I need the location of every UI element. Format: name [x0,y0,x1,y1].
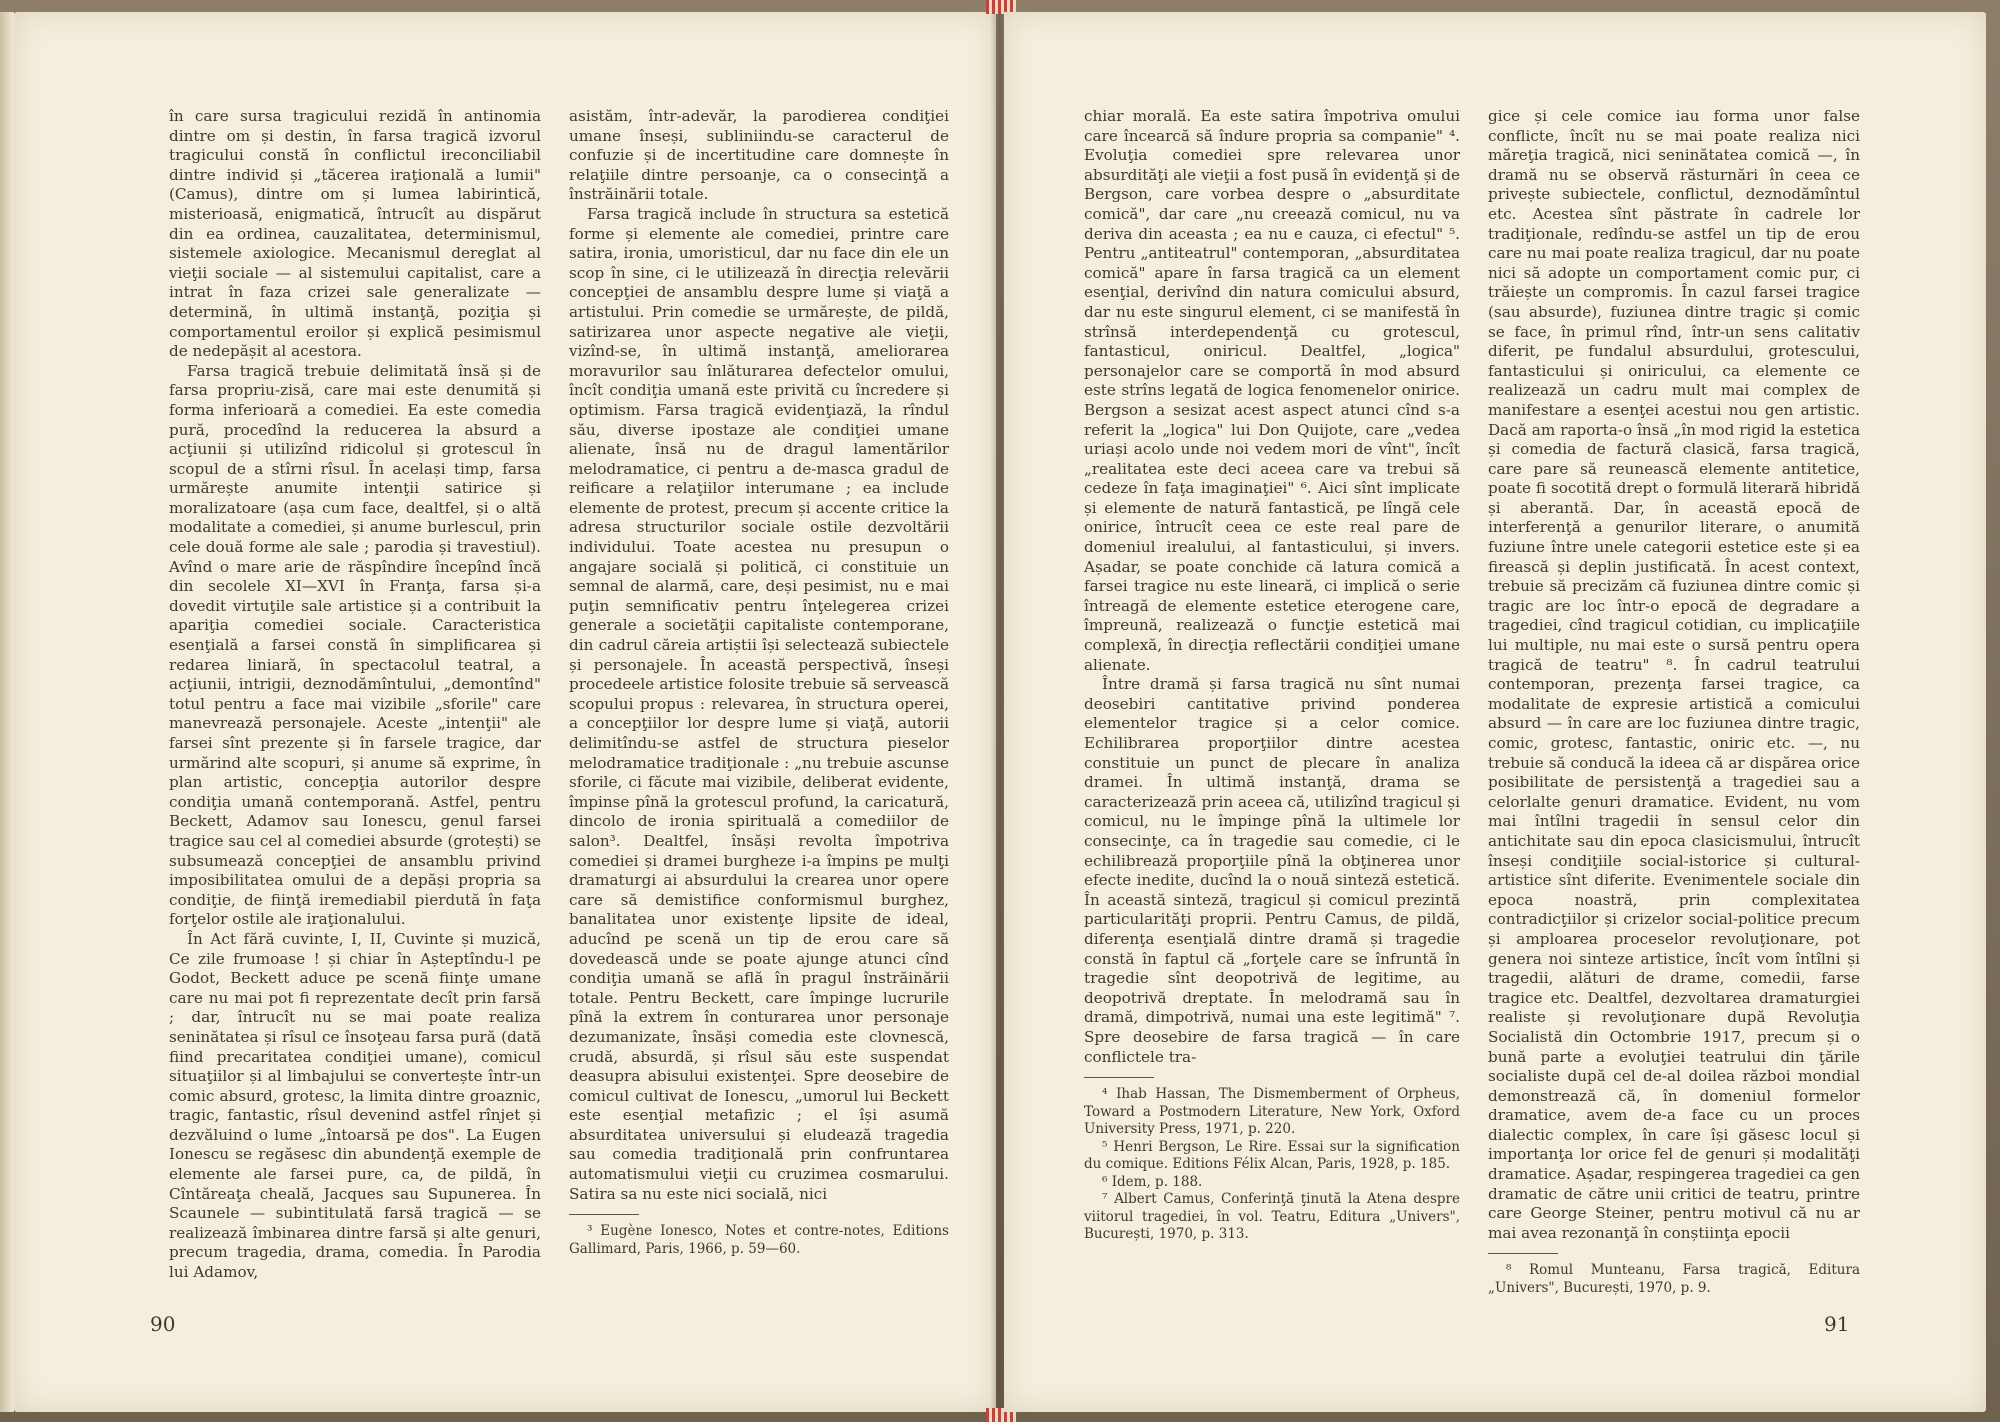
footnote: ⁴ Ihab Hassan, The Dismemberment of Orpheus, Toward a Postmodern Literature, New York, Oxford University Press, 1971, p. 220. [1084,1086,1460,1138]
left-page-column-1 [169,107,541,1283]
paragraph: Farsa tragică include în structura sa estetică forme și elemente ale comediei, printre care satira, ironia, umoristicul, dar nu face din ele un scop în sine, ci le utilizează în direcţia relevării concepţiei de ansamblu despre lume și viaţă a artistului. Prin comedie se urmărește, de pildă, satirizarea unor aspecte negative ale vieţii, vizînd-se, în ultimă instanţă, ameliorarea moravurilor sau înlăturarea defectelor omului, încît condiţia umană este privită cu încredere și optimism. Farsa tragică evidenţiază, la rîndul său, diverse ipostaze ale condiţiei umane alienate, însă nu de dragul lamentărilor melodramatice, ci pentru a de-masca gradul de reificare a relaţiilor interumane ; ea include elemente de protest, precum și accente critice la adresa structurilor sociale ostile dezvoltării individului. Toate acestea nu presupun o angajare socială și politică, ci constituie un semnal de alarmă, care, deși pesimist, nu e mai puţin semnificativ pentru înţelegerea crizei generale a societăţii capitaliste contemporane, din cadrul căreia artiștii își selectează subiectele și personajele. În această perspectivă, înseși procedeele artistice folosite trebuie să servească scopului propus : relevarea, în structura operei, a concepţiilor lor despre lume și viaţă, autorii delimitîndu-se astfel de structura pieselor melodramatice tradiţionale : „nu trebuie ascunse sforile, ci făcute mai vizibile, deliberat evidente, împinse pînă la grotescul profund, la caricatură, dincolo de ironia spirituală a comediilor de salon³. Dealtfel, însăși revolta împotriva comediei și dramei burgheze i-a împins pe mulţi dramaturgi ai absurdului la crearea unor opere care să demistifice conformismul burghez, banalitatea unor existenţe lipsite de ideal, aducînd pe scenă un tip de erou care să dovedească unde se poate ajunge atunci cînd condiţia umană se află în pragul înstrăinării totale. Pentru Beckett, care împinge lucrurile pînă la extrem în conturarea unor personaje dezumanizate, însăși comedia este clovnescă, crudă, absurdă, și rîsul său este suspendat deasupra abisului existenţei. Spre deosebire de comicul cultivat de Ionescu, „umorul lui Beckett este esenţial metafizic ; el își asumă absurditatea universului și eludează tragedia sau comedia tradiţională prin confruntarea automatismului vieţii cu cruzimea cosmarului. Satira sa nu este nici socială, nici [569,204,949,1203]
footnote-divider [569,1214,639,1215]
footnote: ⁸ Romul Munteanu, Farsa tragică, Editura „Univers", București, 1970, p. 9. [1488,1262,1860,1296]
paragraph: asistăm, într-adevăr, la parodierea condiţiei umane înseși, subliniindu-se caracterul de confuzie și de incertitudine care domnește în relaţiile dintre persoanje, ca o consecinţă a înstrăinării totale. [569,107,949,204]
left-page [14,12,996,1412]
footnote-divider [1084,1077,1154,1078]
paragraph: În Act fără cuvinte, I, II, Cuvinte și muzică, Ce zile frumoase ! și chiar în Așteptîndu-l pe Godot, Beckett aduce pe scenă fiinţe umane care nu mai pot fi reprezentate decît prin farsă ; dar, întrucît nu se mai poate realiza seninătatea și rîsul ce însoţeau farsa pură (dată fiind precaritatea condiţiei umane), comicul situaţiilor și al limbajului se convertește într-un comic absurd, grotesc, la limita dintre groaznic, tragic, fantastic, rîsul devenind astfel rînjet și dezvăluind o lume „întoarsă pe dos". La Eugen Ionescu se regăsesc din abundenţă exemple de elemente ale farsei pure, ca, de pildă, în Cîntăreaţa cheală, Jacques sau Supunerea. În Scaunele — subintitulată farsă tragică — se realizează îmbinarea dintre farsă și alte genuri, precum tragedia, drama, comedia. În Parodia lui Adamov, [169,929,541,1282]
footnote-divider [1488,1253,1558,1254]
left-page-column-2 [569,107,949,1258]
paragraph: Farsa tragică trebuie delimitată însă și de farsa propriu-zisă, care mai este denumită și forma inferioară a comediei. Ea este comedia pură, procedînd la reducerea la absurd a acţiunii și utilizînd ridicolul și grotescul în scopul de a stîrni rîsul. În același timp, farsa urmărește anumite intenţii satirice și moralizatoare (așa cum face, dealtfel, și o altă modalitate a comediei, și anume burlescul, prin cele două forme ale sale ; parodia și travestiul). Avînd o mare arie de răspîndire începînd încă din secolele XI—XVI în Franţa, farsa și-a dovedit virtuţile sale artistice și a contribuit la apariţia comediei sociale. Caracteristica esenţială a farsei constă în simplificarea și redarea liniară, în spectacolul teatral, a acţiunii, intrigii, deznodămîntului, „demontînd" totul pentru a face mai vizibile „sforile" care manevrează personajele. Aceste „intenţii" ale farsei sînt prezente și în farsele tragice, dar urmărind alte scopuri, și anume să exprime, în plan artistic, concepţia autorilor despre condiţia umană contemporană. Astfel, pentru Beckett, Adamov sau Ionescu, genul farsei tragice sau cel al comediei absurde (grotești) se subsumează concepţiei de ansamblu privind imposibilitatea omului de a depăși propria sa condiţie, de fiinţă iremediabil pierdută în faţa forţelor ostile ale iraţionalului. [169,361,541,929]
right-page-column-2 [1488,107,1860,1297]
footnote: ⁶ Idem, p. 188. [1102,1173,1203,1190]
paragraph: chiar morală. Ea este satira împotriva omului care încearcă să îndure propria sa companie" ⁴. Evoluţia comediei spre relevarea unor absurdităţi ale vieţii a fost pusă în evidenţă și de Bergson, care vorbea despre o „absurditate comică", dar care „nu creează comicul, nu va deriva din aceasta ; ea nu e cauza, ci efectul" ⁵. Pentru „antiteatrul" contemporan, „absurditatea comică" apare în farsa tragică ca un element esenţial, derivînd din natura comicului absurd, dar nu este singurul element, ci se manifestă în strînsă interdependenţă cu grotescul, fantasticul, oniricul. Dealtfel, „logica" personajelor care se comportă în mod absurd este strîns legată de logica fenomenelor onirice. Bergson a sesizat acest aspect atunci cînd s-a referit la „logica" lui Don Quijote, care „vedea uriași acolo unde noi vedem mori de vînt", încît „realitatea este deci aceea care va trebui să cedeze în faţa imaginaţiei" ⁶. Aici sînt implicate și elemente de natură fantastică, pe lîngă cele onirice, întrucît ceea ce este real pare de domeniul irealului, al fantasticului, și invers. Așadar, se poate conchide că latura comică a farsei tragice nu este lineară, ci implică o serie întreagă de elemente estetice eterogene care, împreună, realizează o funcţie estetică mai complexă, în direcţia reflectării condiţiei umane alienate. [1084,107,1460,674]
page-edge [0,12,14,1412]
right-page [1004,12,1986,1412]
paragraph: în care sursa tragicului rezidă în antinomia dintre om și destin, în farsa tragică izvorul tragicului constă în conflictul ireconciliabil dintre individ și „tăcerea iraţională a lumii" (Camus), dintre om și lumea labirintică, misterioasă, enigmatică, întrucît au dispărut din ea ordinea, cauzalitatea, determinismul, sistemele axiologice. Mecanismul dereglat al vieţii sociale — al sistemului capitalist, care a intrat în faza crizei sale generalizate — determină, în ultimă instanţă, poziţia și comportamentul eroilor și explică pesimismul de nedepășit al acestora. [169,107,541,361]
paragraph: Între dramă și farsa tragică nu sînt numai deosebiri cantitative privind ponderea elementelor tragice și a celor comice. Echilibrarea proporţiilor dintre acestea constituie un punct de plecare în analiza dramei. În ultimă instanţă, drama se caracterizează prin aceea că, utilizînd tragicul și comicul, nu le împinge pînă la ultimele lor consecinţe, ca în tragedie sau comedie, ci le echilibrează proporţiile pînă la obţinerea unor efecte inedite, ducînd la o nouă sinteză estetică. În această sinteză, tragicul și comicul prezintă particularităţi proprii. Pentru Camus, de pildă, diferenţa esenţială dintre dramă și tragedie constă în faptul că „forţele care se înfruntă în tragedie sînt deopotrivă de legitime, au deopotrivă dreptate. În melodramă sau în dramă, dimpotrivă, numai una este legitimă" ⁷. Spre deosebire de farsa tragică — în care conflictele tra- [1084,675,1460,1066]
footnote: ⁵ Henri Bergson, Le Rire. Essai sur la signification du comique. Editions Félix Alcan, Paris, 1928, p. 185. [1084,1138,1460,1173]
page-number: 90 [150,1312,176,1336]
right-page-column-1 [1084,107,1460,1244]
footnote: ³ Eugène Ionesco, Notes et contre-notes, Editions Gallimard, Paris, 1966, p. 59—60. [569,1223,949,1257]
footnote: ⁷ Albert Camus, Conferinţă ţinută la Atena despre viitorul tragediei, în vol. Teatru, Editura „Univers", București, 1970, p. 313. [1084,1191,1460,1243]
paragraph: gice și cele comice iau forma unor false conflicte, încît nu se mai poate realiza nici măreţia tragică, nici seninătatea comică —, în dramă nu se observă răsturnări în ceea ce privește subiectele, conflictul, deznodămîntul etc. Acestea sînt păstrate în cadrele lor tradiţionale, redîndu-se astfel un tip de erou care nu mai poate realiza tragicul, dar nu poate nici să adopte un comportament comic pur, ci trăiește un compromis. În cazul farsei tragice (sau absurde), fuziunea dintre tragic și comic se face, în primul rînd, într-un sens calitativ diferit, pe fundalul absurdului, grotescului, fantasticului și oniricului, ca elemente ce realizează un cadru mult mai complex de manifestare a esenţei acestui nou gen artistic. Dacă am raporta-o însă „în mod rigid la estetica și comedia de factură clasică, farsa tragică, care pare să reunească elemente antitetice, poate fi socotită drept o formulă literară hibridă și aberantă. Dar, în această epocă de interferenţă a genurilor literare, o anumită fuziune între unele categorii estetice este și ea firească și deplin justificată. În acest context, trebuie să precizăm că fuziunea dintre comic și tragic are loc într-o epocă de degradare a tragediei, cînd tragicul cotidian, cu implicaţiile lui multiple, nu mai este o sursă pentru opera tragică de teatru" ⁸. În cadrul teatrului contemporan, prezenţa farsei tragice, ca modalitate de expresie artistică a comicului absurd — în care are loc fuziunea dintre tragic, comic, grotesc, fantastic, oniric etc. —, nu trebuie să conducă la ideea că ar dispărea orice posibilitate de persistenţă a tragediei sau a celorlalte genuri dramatice. Evident, nu vom mai întîlni tragedii în sensul celor din antichitate sau din epoca clasicismului, întrucît înseși condiţiile social-istorice și cultural-artistice sînt diferite. Evenimentele sociale din epoca noastră, prin complexitatea contradicţiilor și crizelor social-politice precum și amploarea proceselor revoluţionare, pot genera noi sinteze artistice, încît vom întîlni și tragedii, alături de drame, comedii, farse tragice etc. Dealtfel, dezvoltarea dramaturgiei realiste și revoluţionare după Revoluţia Socialistă din Octombrie 1917, precum și o bună parte a evoluţiei teatrului din ţările socialiste după cel de-al doilea război mondial demonstrează că, în domeniul formelor dramatice, avem de-a face cu un proces dialectic complex, în care își găsesc locul și importanţa lor orice fel de genuri și modalităţi dramatice. Așadar, respingerea tragediei ca gen dramatic de către unii critici de teatru, printre care George Steiner, pentru motivul că nu ar mai avea rezonanţă în conștiinţa epocii [1488,107,1860,1242]
page-number: 91 [1824,1312,1850,1336]
